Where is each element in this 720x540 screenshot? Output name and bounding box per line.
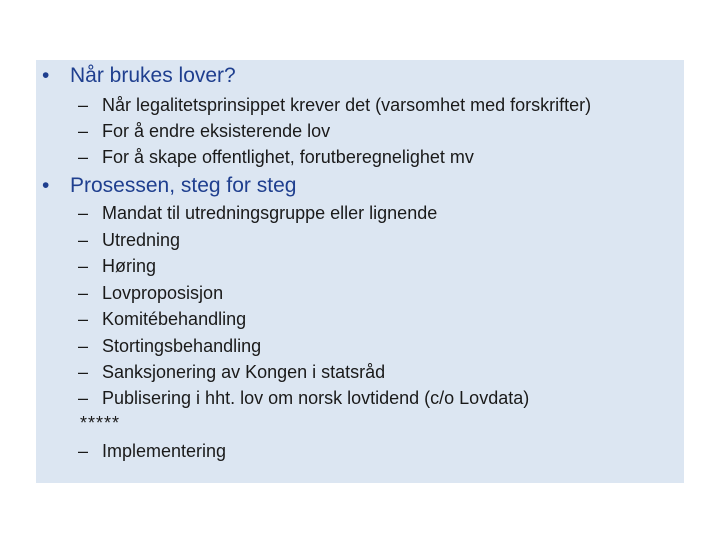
list-item-text: Stortingsbehandling	[102, 336, 262, 356]
list-item-text: Høring	[102, 256, 157, 276]
dash-marker: –	[78, 336, 89, 356]
dash-marker: –	[78, 95, 89, 115]
bullet-dot: •	[42, 64, 50, 87]
list-item	[78, 360, 385, 384]
dash-marker: –	[78, 121, 89, 141]
list-item	[78, 334, 261, 358]
list-item-text: Komitébehandling	[102, 309, 247, 329]
list-item-text: Lovproposisjon	[102, 283, 224, 303]
bullet-heading-1	[42, 63, 236, 89]
list-item	[78, 93, 591, 117]
list-item	[78, 201, 437, 225]
dash-marker: –	[78, 230, 89, 250]
list-item	[78, 119, 330, 143]
dash-marker: –	[78, 362, 89, 382]
list-item	[78, 254, 156, 278]
bullet-heading-2	[42, 173, 296, 199]
list-item	[78, 228, 180, 252]
list-item	[78, 281, 223, 305]
list-item-text: Når legalitetsprinsippet krever det (varsomhet med forskrifter)	[102, 95, 592, 115]
list-item	[78, 307, 246, 331]
dash-marker: –	[78, 256, 89, 276]
bullet-dot: •	[42, 174, 50, 197]
list-item-text: Utredning	[102, 230, 181, 250]
list-item-text: Publisering i hht. lov om norsk lovtidend (c/o Lovdata)	[102, 388, 530, 408]
heading-when-laws-used: Når brukes lover?	[70, 64, 236, 87]
list-item-text: Sanksjonering av Kongen i statsråd	[102, 362, 386, 382]
list-item-text: Implementering	[102, 441, 227, 461]
list-item	[78, 439, 226, 463]
list-item-text: Mandat til utredningsgruppe eller lignende	[102, 203, 438, 223]
list-item	[78, 386, 529, 410]
list-item-text: For å skape offentlighet, forutberegnelighet mv	[102, 147, 474, 167]
separator-stars: *****	[80, 413, 121, 433]
dash-marker: –	[78, 441, 89, 461]
list-item	[78, 145, 474, 169]
dash-marker: –	[78, 283, 89, 303]
dash-marker: –	[78, 203, 89, 223]
heading-process-steps: Prosessen, steg for steg	[70, 174, 297, 197]
dash-marker: –	[78, 388, 89, 408]
dash-marker: –	[78, 309, 89, 329]
list-item-text: For å endre eksisterende lov	[102, 121, 331, 141]
dash-marker: –	[78, 147, 89, 167]
